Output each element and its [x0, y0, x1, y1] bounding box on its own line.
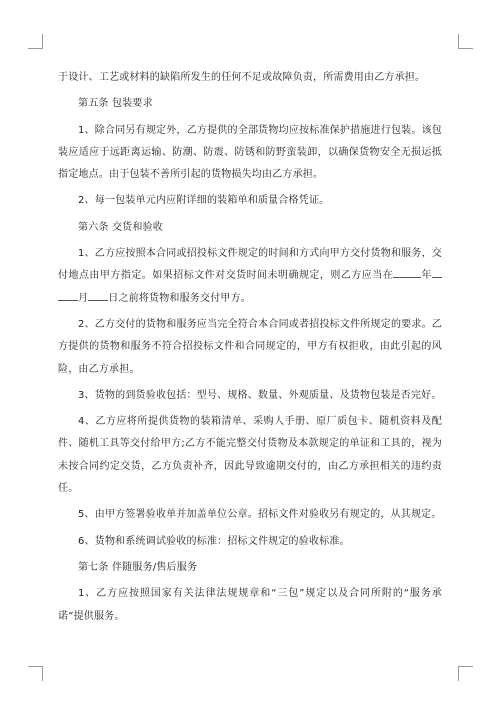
crop-mark-bottom-left [28, 666, 43, 681]
blank-month [58, 291, 78, 301]
s6-p1-text-a: 1、乙方应按照本合同或招投标文件规定的时间和方式向甲方交付货物和服务，交付地点由甲方指定。如果招标文件对交货时间未明确规定，则乙方应当在 [58, 248, 442, 282]
paragraph-continued: 于设计、工艺或材料的缺陷所发生的任何不足或故障负责，所需费用由乙方承担。 [58, 72, 426, 83]
section-5-paragraph-1: 1、除合同另有规定外，乙方提供的全部货物均应按标准保护措施进行包装。该包装应适应于远距离运输、防潮、防震、防锈和防野蛮装卸，以确保货物安全无损运抵指定地点。由于包装不善所引起的货物损失均由乙方承担。 [58, 124, 442, 181]
section-5-paragraph-2: 2、每一包装单元内应附详细的装箱单和质量合格凭证。 [78, 195, 330, 207]
section-6-title: 第六条 交货和验收 [78, 221, 163, 233]
blank-day [88, 291, 108, 301]
section-6-paragraph-4: 4、乙方应将所提供货物的装箱清单、采购人手册、原厂质包卡、随机资料及配件、随机工具等交付给甲方;乙方不能完整交付货物及本款规定的单证和工具的，视为未按合同约定交货，乙方负责补齐，因此导致逾期交付的，由乙方承担相关的违约责任。 [58, 416, 442, 495]
section-7-title: 第七条 伴随服务/售后服务 [78, 561, 198, 573]
section-6-paragraph-3: 3、货物的到货验收包括：型号、规格、数量、外观质量、及货物包装是否完好。 [78, 389, 442, 401]
crop-mark-top-right [458, 34, 473, 49]
crop-mark-bottom-right [458, 666, 473, 681]
blank-year [393, 268, 421, 278]
section-6-paragraph-6: 6、货物和系统调试验收的标准：招标文件规定的验收标准。 [78, 535, 350, 547]
document-body [58, 67, 442, 628]
section-6-paragraph-2: 2、乙方交付的货物和服务应当完全符合本合同或者招投标文件所规定的要求。乙方提供的货物和服务不符合招投标文件和合同规定的，甲方有权拒收，由此引起的风险，由乙方承担。 [58, 318, 442, 375]
section-6-paragraph-5: 5、由甲方签署验收单并加盖单位公章。招标文件对验收另有规定的，从其规定。 [78, 509, 442, 521]
section-6-paragraph-1 [58, 243, 442, 310]
crop-mark-top-left [28, 34, 43, 49]
s6-p1-year: 年 [421, 270, 433, 282]
section-5-title: 第五条 包装要求 [78, 98, 153, 110]
s6-p1-month: 月 [78, 292, 89, 304]
section-7-paragraph-1: 1、乙方应按照国家有关法律法规规章和“三包”规定以及合同所附的“服务承诺”提供服务。 [58, 588, 442, 622]
blank-year-tail [432, 268, 442, 278]
s6-p1-text-b: 日之前将货物和服务交付甲方。 [108, 292, 252, 304]
